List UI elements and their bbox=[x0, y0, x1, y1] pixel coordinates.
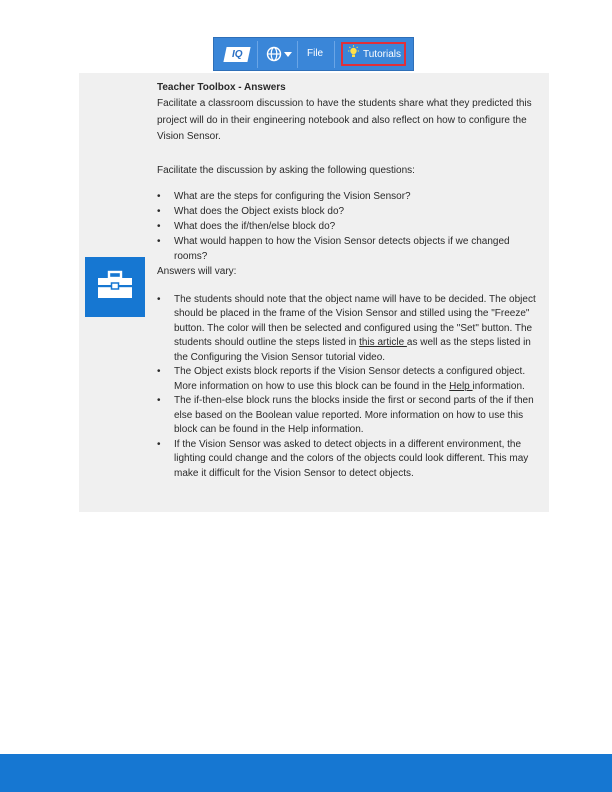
toolbox-title: Teacher Toolbox - Answers bbox=[157, 82, 286, 93]
lightbulb-icon bbox=[347, 45, 360, 64]
list-item: • What would happen to how the Vision Sensor detects objects if we changed rooms? bbox=[157, 236, 510, 262]
discussion-prompt: Facilitate the discussion by asking the following questions: bbox=[157, 164, 415, 176]
caret-down-icon[interactable] bbox=[284, 52, 292, 57]
this-article-link[interactable]: this article bbox=[359, 337, 407, 348]
intro-paragraph: Facilitate a classroom discussion to have the students share what they predicted this project will do in their engineering notebook and also reflect on how to configure the Vision Sensor. bbox=[157, 98, 532, 142]
list-item: • What are the steps for configuring the Vision Sensor? bbox=[157, 191, 411, 202]
toolbox-badge bbox=[85, 257, 145, 317]
footer-bar bbox=[0, 754, 612, 792]
list-item: • What does the if/then/else block do? bbox=[157, 221, 336, 232]
list-item: • What does the Object exists block do? bbox=[157, 206, 345, 217]
globe-icon[interactable] bbox=[266, 46, 282, 67]
toolbar-divider bbox=[257, 41, 258, 68]
list-item: • The if-then-else block runs the blocks inside the first or second parts of the if then else based on the Boolean value reported. More information on how to use this block can be found in the Help information. bbox=[157, 395, 534, 435]
tutorials-label: Tutorials bbox=[363, 48, 401, 60]
iq-logo bbox=[223, 47, 250, 62]
toolbar-divider bbox=[334, 41, 335, 68]
vexcode-toolbar bbox=[213, 37, 414, 71]
list-item: • If the Vision Sensor was asked to detect objects in a different environment, the lighting could change and the colors of the objects could look different. This may make it difficult for the Vision Sensor to detect objects. bbox=[157, 438, 529, 479]
answer-list bbox=[157, 293, 541, 482]
toolbar-divider bbox=[297, 41, 298, 68]
toolbox-icon bbox=[97, 270, 133, 305]
list-item: • The Object exists block reports if the Vision Sensor detects a configured object. More information on how to use this block can be found in the Help information. bbox=[157, 366, 526, 392]
question-list bbox=[157, 189, 541, 264]
help-link[interactable]: Help bbox=[449, 380, 473, 392]
file-menu[interactable]: File bbox=[307, 48, 324, 59]
tutorials-button[interactable] bbox=[341, 42, 406, 66]
answers-label: Answers will vary: bbox=[157, 266, 237, 277]
toolbox-content bbox=[157, 80, 541, 481]
iq-logo-text: IQ bbox=[231, 49, 243, 60]
list-item: • The students should note that the object name will have to be decided. The object should be placed in the frame of the Vision Sensor and stilled using the "Freeze" button. The color will then be selected and configured using the "Set" button. The students should outline the steps listed in this article as well as the steps listed in the Configuring the Vision Sensor tutorial video. bbox=[157, 293, 536, 363]
